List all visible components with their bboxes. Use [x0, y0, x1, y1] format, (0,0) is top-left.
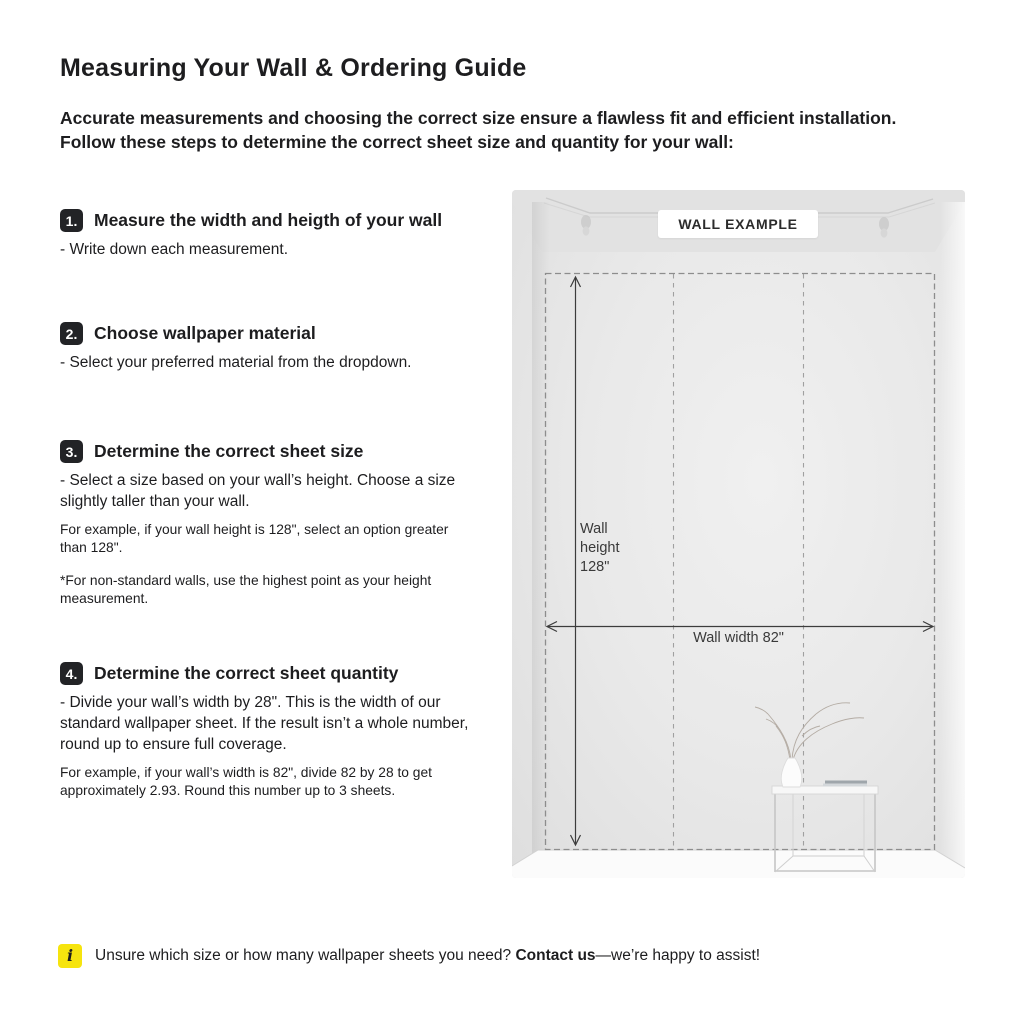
step-4-example: For example, if your wall’s width is 82", divide 82 by 28 to get approximately 2.93. Round this number up to 3 sheets.	[60, 765, 432, 798]
intro-line-1: Accurate measurements and choosing the correct size ensure a flawless fit and efficient installation.	[60, 108, 897, 128]
step-2-number-badge: 2.	[60, 322, 83, 345]
wall-height-label: Wall height 128"	[580, 521, 620, 575]
step-2-title: Choose wallpaper material	[94, 323, 316, 343]
step-1-number-badge: 1.	[60, 209, 83, 232]
step-3-note: *For non-standard walls, use the highest point as your height measurement.	[60, 573, 432, 606]
step-3-example: For example, if your wall height is 128", select an option greater than 128".	[60, 522, 449, 555]
wall-example-image	[512, 190, 965, 878]
step-1	[60, 209, 494, 269]
step-4	[60, 662, 494, 815]
step-1-body: - Write down each measurement.	[60, 241, 289, 258]
step-2	[60, 322, 494, 382]
branches	[755, 703, 864, 760]
step-3-body: - Select a size based on your wall’s height. Choose a size slightly taller than your wall.	[60, 472, 456, 510]
step-3-header	[60, 440, 494, 463]
step-1-title: Measure the width and heigth of your wall	[94, 210, 443, 230]
help-note-text	[95, 944, 760, 968]
intro-line-2: Follow these steps to determine the correct sheet size and quantity for your wall:	[60, 132, 734, 152]
step-1-header	[60, 209, 494, 232]
info-icon: i	[58, 944, 82, 968]
books	[823, 781, 867, 787]
wall-example-label: WALL EXAMPLE	[658, 210, 818, 238]
step-4-title: Determine the correct sheet quantity	[94, 663, 399, 683]
help-note-after: —we’re happy to assist!	[595, 947, 761, 964]
wall-width-label: Wall width 82"	[693, 630, 784, 646]
page-title: Measuring Your Wall & Ordering Guide	[60, 54, 527, 82]
height-measure-arrow	[571, 277, 581, 845]
help-note-before: Unsure which size or how many wallpaper sheets you need?	[95, 947, 516, 964]
step-3-title: Determine the correct sheet size	[94, 441, 364, 461]
contact-us-link[interactable]: Contact us	[515, 947, 596, 964]
step-4-header	[60, 662, 494, 685]
intro-paragraph	[60, 106, 1010, 154]
vase	[781, 758, 802, 787]
help-note	[58, 944, 760, 968]
step-4-number-badge: 4.	[60, 662, 83, 685]
step-3-number-badge: 3.	[60, 440, 83, 463]
step-4-body: - Divide your wall’s width by 28". This is the width of our standard wallpaper sheet. If the result isn’t a whole number, round up to ensure full coverage.	[60, 694, 469, 753]
step-2-body: - Select your preferred material from the dropdown.	[60, 354, 412, 371]
step-2-header	[60, 322, 494, 345]
step-3	[60, 440, 494, 607]
